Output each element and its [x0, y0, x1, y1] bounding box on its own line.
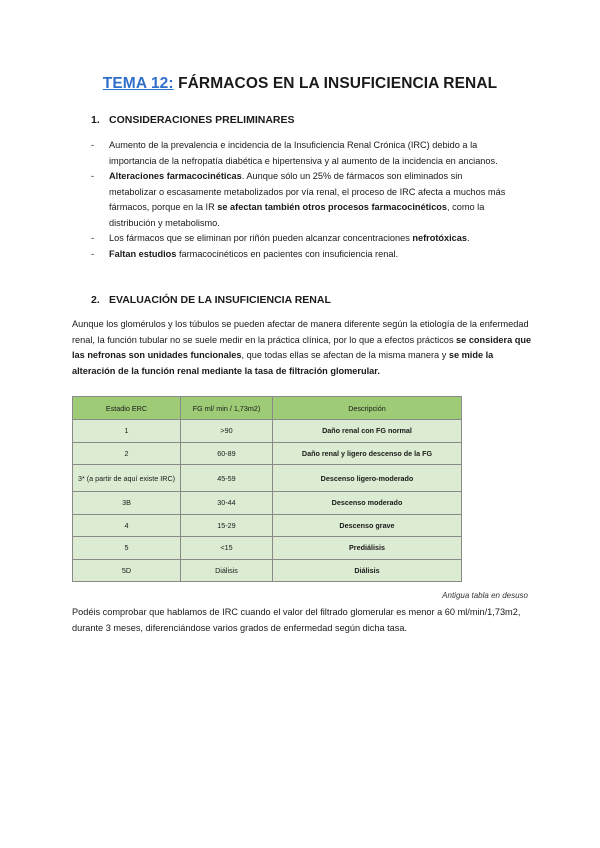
- section-2-heading: [91, 294, 331, 306]
- gfr-cell: >90: [181, 420, 273, 443]
- text-run: Los fármacos que se eliminan por riñón pueden alcanzar concentraciones: [109, 233, 413, 243]
- stage-cell: 3B: [73, 492, 181, 515]
- table-row: [73, 559, 462, 582]
- bullet-item: [91, 169, 511, 231]
- evaluation-paragraph: [72, 317, 532, 379]
- page-title: [0, 75, 600, 93]
- table-header-row: [73, 397, 462, 420]
- table-row: [73, 442, 462, 465]
- bullet-list: [91, 138, 511, 262]
- bold-text: Faltan estudios: [109, 248, 177, 259]
- table-row: [73, 420, 462, 443]
- section-2-number: 2.: [91, 294, 100, 306]
- gfr-cell: 15-29: [181, 514, 273, 537]
- bullet-item: [91, 138, 511, 169]
- bullet-dash: -: [91, 140, 95, 150]
- stage-cell: 4: [73, 514, 181, 537]
- bullet-dash: -: [91, 233, 95, 243]
- stage-cell: 3* (a partir de aquí existe IRC): [73, 465, 181, 492]
- bullet-dash: -: [91, 171, 95, 181]
- bold-text: se afectan también otros procesos farmacocinéticos: [217, 202, 448, 212]
- description-cell: Descenso ligero-moderado: [273, 465, 462, 492]
- table-row: [73, 514, 462, 537]
- stage-cell: 5D: [73, 559, 181, 582]
- section-1-heading: [91, 114, 295, 126]
- text-run: farmacocinéticos en pacientes con insuficiencia renal.: [176, 248, 399, 259]
- bold-text: se mide la alteración de la función renal mediante la tasa de filtración glomerular.: [72, 350, 494, 376]
- description-cell: Descenso grave: [273, 514, 462, 537]
- erc-stage-table: [72, 396, 462, 582]
- description-cell: Daño renal y ligero descenso de la FG: [273, 442, 462, 465]
- table-caption: Antigua tabla en desuso: [442, 591, 528, 600]
- table-row: [73, 465, 462, 492]
- gfr-cell: 30-44: [181, 492, 273, 515]
- table-row: [73, 492, 462, 515]
- gfr-cell: <15: [181, 537, 273, 560]
- description-cell: Daño renal con FG normal: [273, 420, 462, 443]
- conclusion-paragraph: Podéis comprobar que hablamos de IRC cuando el valor del filtrado glomerular es menor a 60 ml/min/1,73m2, durante 3 meses, diferenciándose varios grados de enfermedad según dicha tasa.: [72, 607, 521, 633]
- section-1-number: 1.: [91, 114, 100, 126]
- table-row: [73, 537, 462, 560]
- description-cell: Diálisis: [273, 559, 462, 582]
- bullet-dash: -: [91, 248, 95, 259]
- bold-text: nefrotóxicas: [412, 233, 468, 243]
- text-run: . Aunque sólo un 25% de fármacos son eliminados sin metabolizar o escasamente metabolizados por vía renal, el proceso de IRC afecta a muchos más fármacos, porque en la IR: [109, 171, 506, 212]
- description-cell: Descenso moderado: [273, 492, 462, 515]
- description-cell: Prediálisis: [273, 537, 462, 560]
- stage-cell: 2: [73, 442, 181, 465]
- stage-cell: 5: [73, 537, 181, 560]
- text-run: .: [467, 233, 470, 243]
- column-header: FG ml/ min / 1,73m2): [181, 397, 273, 420]
- topic-number: TEMA 12:: [102, 75, 174, 92]
- topic-title: FÁRMACOS EN LA INSUFICIENCIA RENAL: [173, 75, 498, 92]
- bold-text: Alteraciones farmacocinéticas: [109, 171, 242, 181]
- text-run: , como la distribución y metabolismo.: [109, 202, 485, 228]
- bold-text: se considera que las nefronas son unidades funcionales: [72, 334, 532, 360]
- gfr-cell: 45-59: [181, 465, 273, 492]
- bullet-item: [91, 247, 511, 263]
- column-header: Descripción: [273, 397, 462, 420]
- gfr-cell: 60-89: [181, 442, 273, 465]
- text-run: Aunque los glomérulos y los túbulos se pueden afectar de manera diferente según la etiología de la enfermedad renal, la función tubular no se suele medir en la práctica clínica, por lo que a efectos prácticos: [72, 319, 529, 345]
- stage-cell: 1: [73, 420, 181, 443]
- gfr-cell: Diálisis: [181, 559, 273, 582]
- bullet-item: [91, 231, 511, 247]
- column-header: Estadio ERC: [73, 397, 181, 420]
- text-run: Aumento de la prevalencia e incidencia de la Insuficiencia Renal Crónica (IRC) debido a la importancia de la nefropatía diabética e hipertensiva y al aumento de la incidencia en ancianos.: [109, 140, 498, 166]
- text-run: , que todas ellas se afectan de la misma manera y: [241, 350, 449, 360]
- section-2-title: EVALUACIÓN DE LA INSUFICIENCIA RENAL: [109, 294, 331, 306]
- section-1-title: CONSIDERACIONES PRELIMINARES: [109, 114, 295, 126]
